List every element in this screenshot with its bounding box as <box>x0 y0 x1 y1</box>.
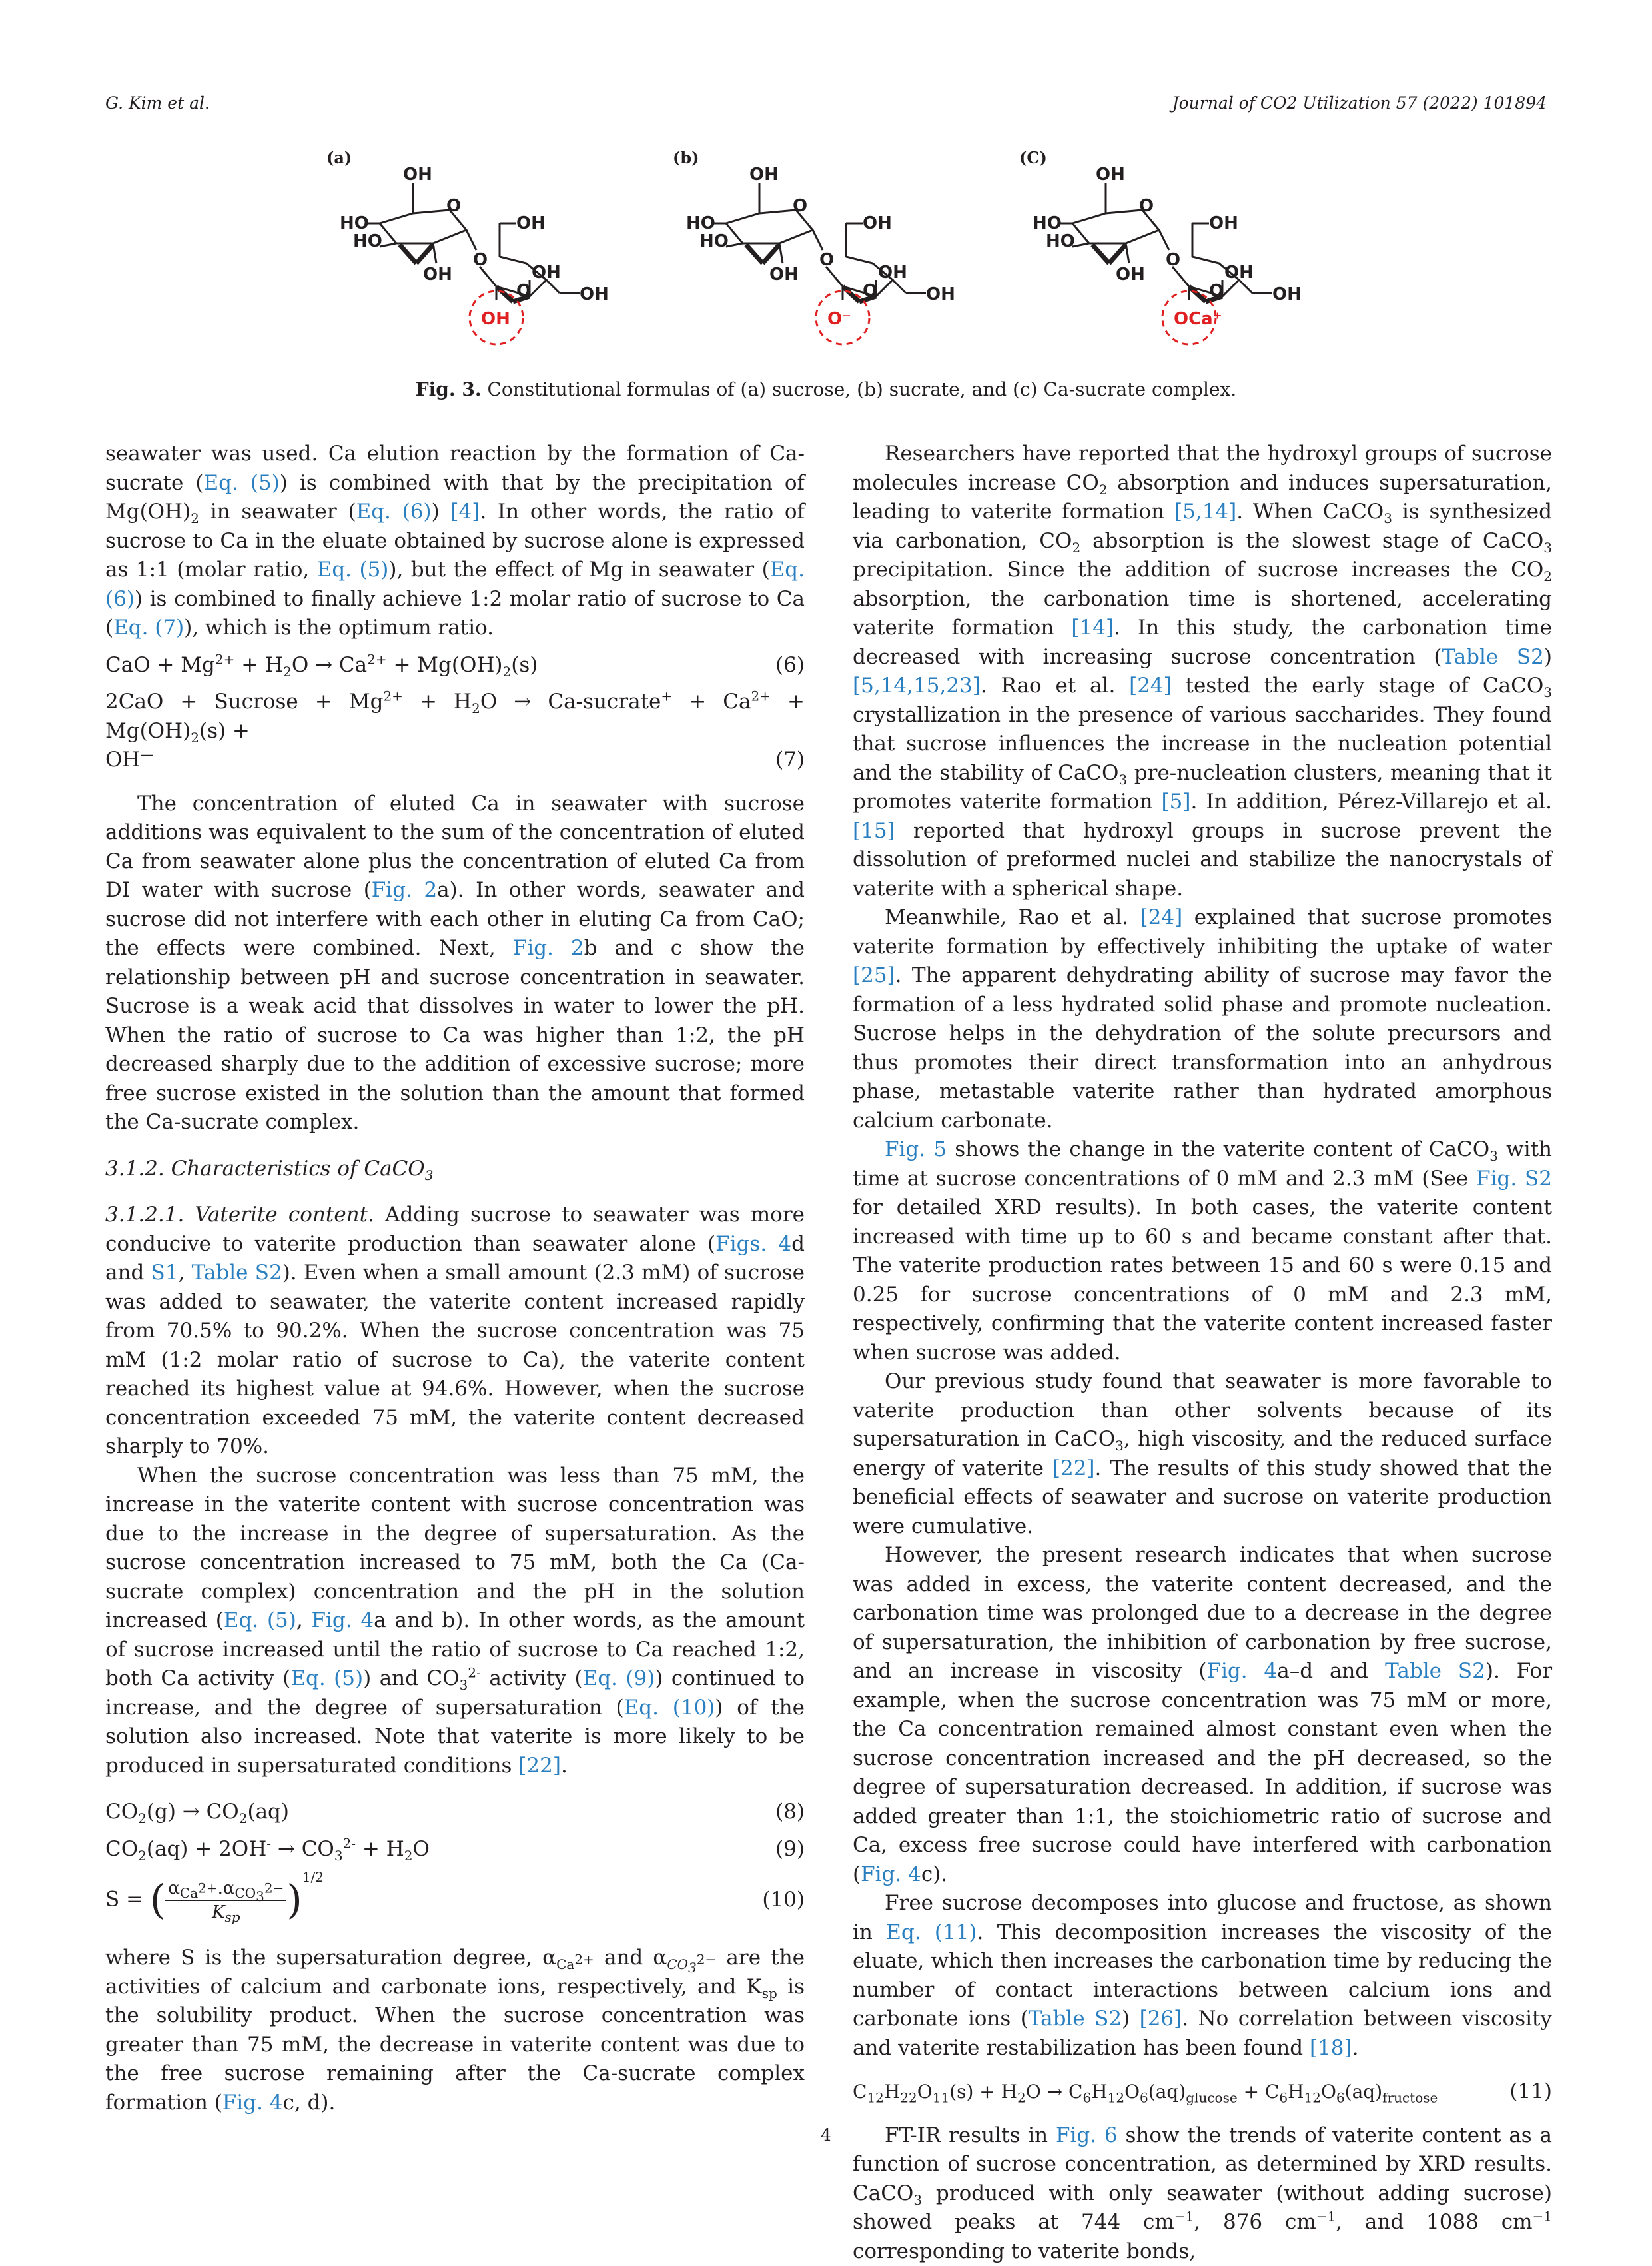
paragraph: However, the present research indicates that when sucrose was added in excess, the vaterite content decreased, and the carbonation time was prolonged due to a decrease in the degree of supersaturation, the inhibition of carbonation by free sucrose, and an increase in viscosity (Fig. 4a–d and Table S2). For example, when the sucrose concentration was 75 mM or more, the Ca concentration remained almost constant even when the sucrose concentration increased and the pH decreased, so the degree of supersaturation decreased. In addition, if sucrose was added greater than 1:1, the stoichiometric ratio of sucrose and Ca, excess free sucrose could have interfered with carbonation (Fig. 4c). <box>853 1541 1552 1889</box>
fig-link[interactable]: Fig. 4 <box>861 1862 921 1886</box>
atom-label: OH <box>878 263 907 283</box>
equation-8: $CO_2(g) \to CO_2(aq)$ (8) <box>105 1798 805 1827</box>
table-link[interactable]: Table S2 <box>1385 1659 1485 1683</box>
panel-label: (b) <box>673 150 699 167</box>
atom-label: OH <box>1116 265 1145 284</box>
atom-label: OH <box>1272 284 1302 304</box>
paragraph: Our previous study found that seawater is more favorable to vaterite production than other solvents because of its supersaturation in CaCO$_3$, high viscosity, and the reduced surface energy of vaterite [22]. The results of this study showed that the beneficial effects of seawater and sucrose on vaterite production were cumulative. <box>853 1367 1552 1541</box>
eq-link[interactable]: Eq. (5) <box>204 471 280 495</box>
eq-link[interactable]: Eq. (5) <box>317 558 389 582</box>
table-link[interactable]: Table S2 <box>1442 645 1543 669</box>
eq-link[interactable]: Eq. (5) <box>224 1608 296 1632</box>
ref-link[interactable]: [24] <box>1140 905 1183 929</box>
atom-label: O <box>516 281 531 301</box>
subsection-title: 3.1.2.1. Vaterite content. <box>105 1203 374 1227</box>
equation-10: S = ( $\frac{\alpha_{Ca^{2+}}.\alpha_{CO_3^{2-}}}{K_{sp}}$ )$^{1/2}$ (10) <box>105 1877 805 1924</box>
page-number: 4 <box>0 2125 1652 2145</box>
highlight-group: OCa⁺ <box>1174 309 1222 329</box>
atom-label: HO <box>686 213 715 233</box>
atom-label: O <box>819 250 834 270</box>
panel-label: (C) <box>1019 150 1047 167</box>
paragraph: FT-IR results in Fig. 6 show the trends of vaterite content as a function of sucrose concentration, as determined by XRD results. CaCO$_3$ produced with only seawater (without adding sucrose) showed peaks at 744 $cm^{-1}$, 876 $cm^{-1}$, and 1088 $cm^{-1}$ corresponding to vaterite bonds, <box>853 2121 1552 2266</box>
running-journal: Journal of CO2 Utilization 57 (2022) 101894 <box>1172 93 1547 113</box>
atom-label: HO <box>1046 231 1075 251</box>
fig-link[interactable]: S1 <box>151 1261 179 1285</box>
structure-panel <box>326 150 609 344</box>
bond-lines <box>366 183 580 302</box>
atom-label: OH <box>580 284 609 304</box>
atom-label: OH <box>863 213 892 233</box>
table-link[interactable]: Table S2 <box>1029 2007 1122 2031</box>
atom-label: O <box>1139 196 1154 216</box>
ref-link[interactable]: [4] <box>450 500 480 524</box>
paragraph: 3.1.2.1. Vaterite content. Adding sucrose to seawater was more conducive to vaterite production than seawater alone (Figs. 4d and S1, Table S2). Even when a small amount (2.3 mM) of sucrose was added to seawater, the vaterite content increased rapidly from 70.5% to 90.2%. When the sucrose concentration was 75 mM (1:2 molar ratio of sucrose to Ca), the vaterite content reached its highest value at 94.6%. However, when the sucrose concentration exceeded 75 mM, the vaterite content decreased sharply to 70%. <box>105 1201 805 1462</box>
paragraph: Researchers have reported that the hydroxyl groups of sucrose molecules increase $CO_2$ absorption and induces supersaturation, leading to vaterite formation [5,14]. When CaCO$_3$ is synthesized via carbonation, $CO_2$ absorption is the slowest stage of CaCO$_3$ precipitation. Since the addition of sucrose increases the $CO_2$ absorption, the carbonation time is shortened, accelerating vaterite formation [14]. In this study, the carbonation time decreased with increasing sucrose concentration (Table S2) [5,14,15,23]. Rao et al. [24] tested the early stage of CaCO$_3$ crystallization in the presence of various saccharides. They found that sucrose influences the increase in the nucleation potential and the stability of CaCO$_3$ pre-nucleation clusters, meaning that it promotes vaterite formation [5]. In addition, Pérez-Villarejo et al. [15] reported that hydroxyl groups in sucrose prevent the dissolution of preformed nuclei and stabilize the nanocrystals of vaterite with a spherical shape. <box>853 440 1552 903</box>
paragraph: The concentration of eluted Ca in seawater with sucrose additions was equivalent to the sum of the concentration of eluted Ca from seawater alone plus the concentration of eluted Ca from DI water with sucrose (Fig. 2a). In other words, seawater and sucrose did not interfere with each other in eluting Ca from CaO; the effects were combined. Next, Fig. 2b and c show the relationship between pH and sucrose concentration in seawater. Sucrose is a weak acid that dissolves in water to lower the pH. When the ratio of sucrose to Ca was higher than 1:2, the pH decreased sharply due to the addition of excessive sucrose; more free sucrose existed in the solution than the amount that formed the Ca-sucrate complex. <box>105 790 805 1137</box>
ref-link[interactable]: [25] <box>853 963 895 987</box>
paragraph: seawater was used. Ca elution reaction by the formation of Ca-sucrate (Eq. (5)) is combined with that by the precipitation of $Mg(OH)_2$ in seawater (Eq. (6)) [4]. In other words, the ratio of sucrose to Ca in the eluate obtained by sucrose alone is expressed as 1:1 (molar ratio, Eq. (5)), but the effect of Mg in seawater (Eq. (6)) is combined to finally achieve 1:2 molar ratio of sucrose to Ca (Eq. (7)), which is the optimum ratio. <box>105 440 805 643</box>
structure-panel <box>673 150 955 344</box>
panel-label: (a) <box>326 150 352 167</box>
paragraph: where S is the supersaturation degree, $\alpha_{Ca^{2+}}$ and $\alpha_{CO_3^{2-}}$ are the activities of calcium and carbonate ions, respectively, and $K_{sp}$ is the solubility product. When the sucrose concentration was greater than 75 mM, the decrease in vaterite content was due to the free sucrose remaining after the Ca-sucrate complex formation (Fig. 4c, d). <box>105 1944 805 2117</box>
eq-link[interactable]: Eq. (5) <box>290 1666 363 1690</box>
equation-11: $C_{12}H_{22}O_{11}(s) + H_2O \to C_6H_{12}O_6(aq)_{glucose} + C_6H_{12}O_6(aq)_{fructose}$ (11) <box>853 2077 1552 2107</box>
atom-label: O <box>473 250 488 270</box>
equation-7: 2CaO + Sucrose + $Mg^{2+} + H_2O$ → Ca-sucrate+ + $Ca^{2+} + Mg(OH)_2(s)$ + OH— (7) <box>105 688 805 775</box>
ref-link[interactable]: [5,14,15,23] <box>853 674 981 698</box>
figure-3 <box>306 150 1346 370</box>
eq-link[interactable]: Eq. (11) <box>886 1920 977 1944</box>
atom-label: OH <box>532 263 561 283</box>
atom-label: O <box>446 196 461 216</box>
atom-label: HO <box>699 231 729 251</box>
section-heading: 3.1.2. Characteristics of CaCO$_3$ <box>105 1155 805 1184</box>
right-column <box>853 440 1552 2266</box>
eq-link[interactable]: Eq. (6) <box>356 500 432 524</box>
bond-lines <box>1059 183 1272 302</box>
fig-link[interactable]: Fig. 2 <box>372 878 437 902</box>
caption-text: Constitutional formulas of (a) sucrose, (b) sucrate, and (c) Ca-sucrate complex. <box>482 378 1237 400</box>
bond-lines <box>713 183 926 302</box>
running-author: G. Kim et al. <box>105 93 210 113</box>
equation-6: CaO + $Mg^{2+} + H_2O \to Ca^{2+} + Mg(OH)_2(s)$ (6) <box>105 651 805 680</box>
atom-label: OH <box>516 213 546 233</box>
ref-link[interactable]: [26] <box>1140 2007 1182 2031</box>
structure-diagram <box>306 150 1346 370</box>
fig-link[interactable]: Fig. 4 <box>1206 1659 1277 1683</box>
table-link[interactable]: Table S2 <box>192 1261 282 1285</box>
ref-link[interactable]: [15] <box>853 819 895 843</box>
caption-label: Fig. 3. <box>416 378 482 400</box>
fig-link[interactable]: Fig. S2 <box>1476 1167 1552 1191</box>
highlight-group: O⁻ <box>827 309 851 329</box>
ref-link[interactable]: [14] <box>1071 616 1114 640</box>
equation-9: $CO_2(aq) + 2OH^- \to CO_3^{2-} + H_2O$ (9) <box>105 1835 805 1864</box>
paragraph: Free sucrose decomposes into glucose and fructose, as shown in Eq. (11). This decomposition increases the viscosity of the eluate, which then increases the carbonation time by reducing the number of contact interactions between calcium ions and carbonate ions (Table S2) [26]. No correlation between viscosity and vaterite restabilization has been found [18]. <box>853 1889 1552 2063</box>
ref-link[interactable]: [5] <box>1162 790 1191 814</box>
structure-panel <box>1019 150 1302 344</box>
figure-caption <box>0 378 1652 400</box>
atom-label: OH <box>1224 263 1254 283</box>
ref-link[interactable]: [5,14] <box>1174 500 1236 524</box>
atom-label: OH <box>769 265 799 284</box>
eq-link[interactable]: Eq. (10) <box>624 1696 715 1720</box>
atom-label: HO <box>353 231 382 251</box>
ref-link[interactable]: [22] <box>518 1754 561 1778</box>
atom-label: OH <box>1096 165 1125 185</box>
atom-label: O <box>863 281 877 301</box>
atom-label: OH <box>1209 213 1238 233</box>
ref-link[interactable]: [22] <box>1052 1456 1095 1480</box>
eq-link[interactable]: Eq. (9) <box>583 1666 655 1690</box>
left-column <box>105 440 805 2117</box>
paragraph: When the sucrose concentration was less than 75 mM, the increase in the vaterite content with sucrose concentration was due to the increase in the degree of supersaturation. As the sucrose concentration increased to 75 mM, both the Ca (Ca-sucrate complex) concentration and the pH in the solution increased (Eq. (5), Fig. 4a and b). In other words, as the amount of sucrose increased until the ratio of sucrose to Ca reached 1:2, both Ca activity (Eq. (5)) and $CO_3^{2-}$ activity (Eq. (9)) continued to increase, and the degree of supersaturation (Eq. (10)) of the solution also increased. Note that vaterite is more likely to be produced in supersaturated conditions [22]. <box>105 1462 805 1781</box>
fig-link[interactable]: Figs. 4 <box>715 1232 791 1256</box>
atom-label: OH <box>403 165 432 185</box>
paragraph: Meanwhile, Rao et al. [24] explained that sucrose promotes vaterite formation by effectively inhibiting the uptake of water [25]. The apparent dehydrating ability of sucrose may favor the formation of a less hydrated solid phase and promote nucleation. Sucrose helps in the dehydration of the solute precursors and thus promotes their direct transformation into an anhydrous phase, metastable vaterite rather than hydrated amorphous calcium carbonate. <box>853 903 1552 1135</box>
atom-label: HO <box>1032 213 1062 233</box>
atom-label: HO <box>340 213 369 233</box>
atom-label: O <box>1209 281 1224 301</box>
ref-link[interactable]: [18] <box>1310 2036 1352 2060</box>
atom-label: OH <box>749 165 779 185</box>
paragraph: Fig. 5 shows the change in the vaterite content of CaCO$_3$ with time at sucrose concentrations of 0 mM and 2.3 mM (See Fig. S2 for detailed XRD results). In both cases, the vaterite content increased with time up to 60 s and became constant after that. The vaterite production rates between 15 and 60 s were 0.15 and 0.25 for sucrose concentrations of 0 mM and 2.3 mM, respectively, confirming that the vaterite content increased faster when sucrose was added. <box>853 1135 1552 1367</box>
fig-link[interactable]: Fig. 4 <box>312 1608 374 1632</box>
fig-link[interactable]: Fig. 2 <box>513 936 584 960</box>
eq-link[interactable]: Eq. (7) <box>113 616 184 640</box>
fig-link[interactable]: Fig. 4 <box>222 2091 283 2115</box>
atom-label: OH <box>423 265 452 284</box>
atom-label: O <box>1166 250 1180 270</box>
atom-label: O <box>793 196 807 216</box>
fig-link[interactable]: Fig. 6 <box>1056 2123 1118 2147</box>
eq-link[interactable]: Eq. (6) <box>105 558 805 611</box>
fig-link[interactable]: Fig. 5 <box>885 1137 947 1161</box>
highlight-group: OH <box>481 309 510 329</box>
ref-link[interactable]: [24] <box>1129 674 1172 698</box>
atom-label: OH <box>926 284 955 304</box>
